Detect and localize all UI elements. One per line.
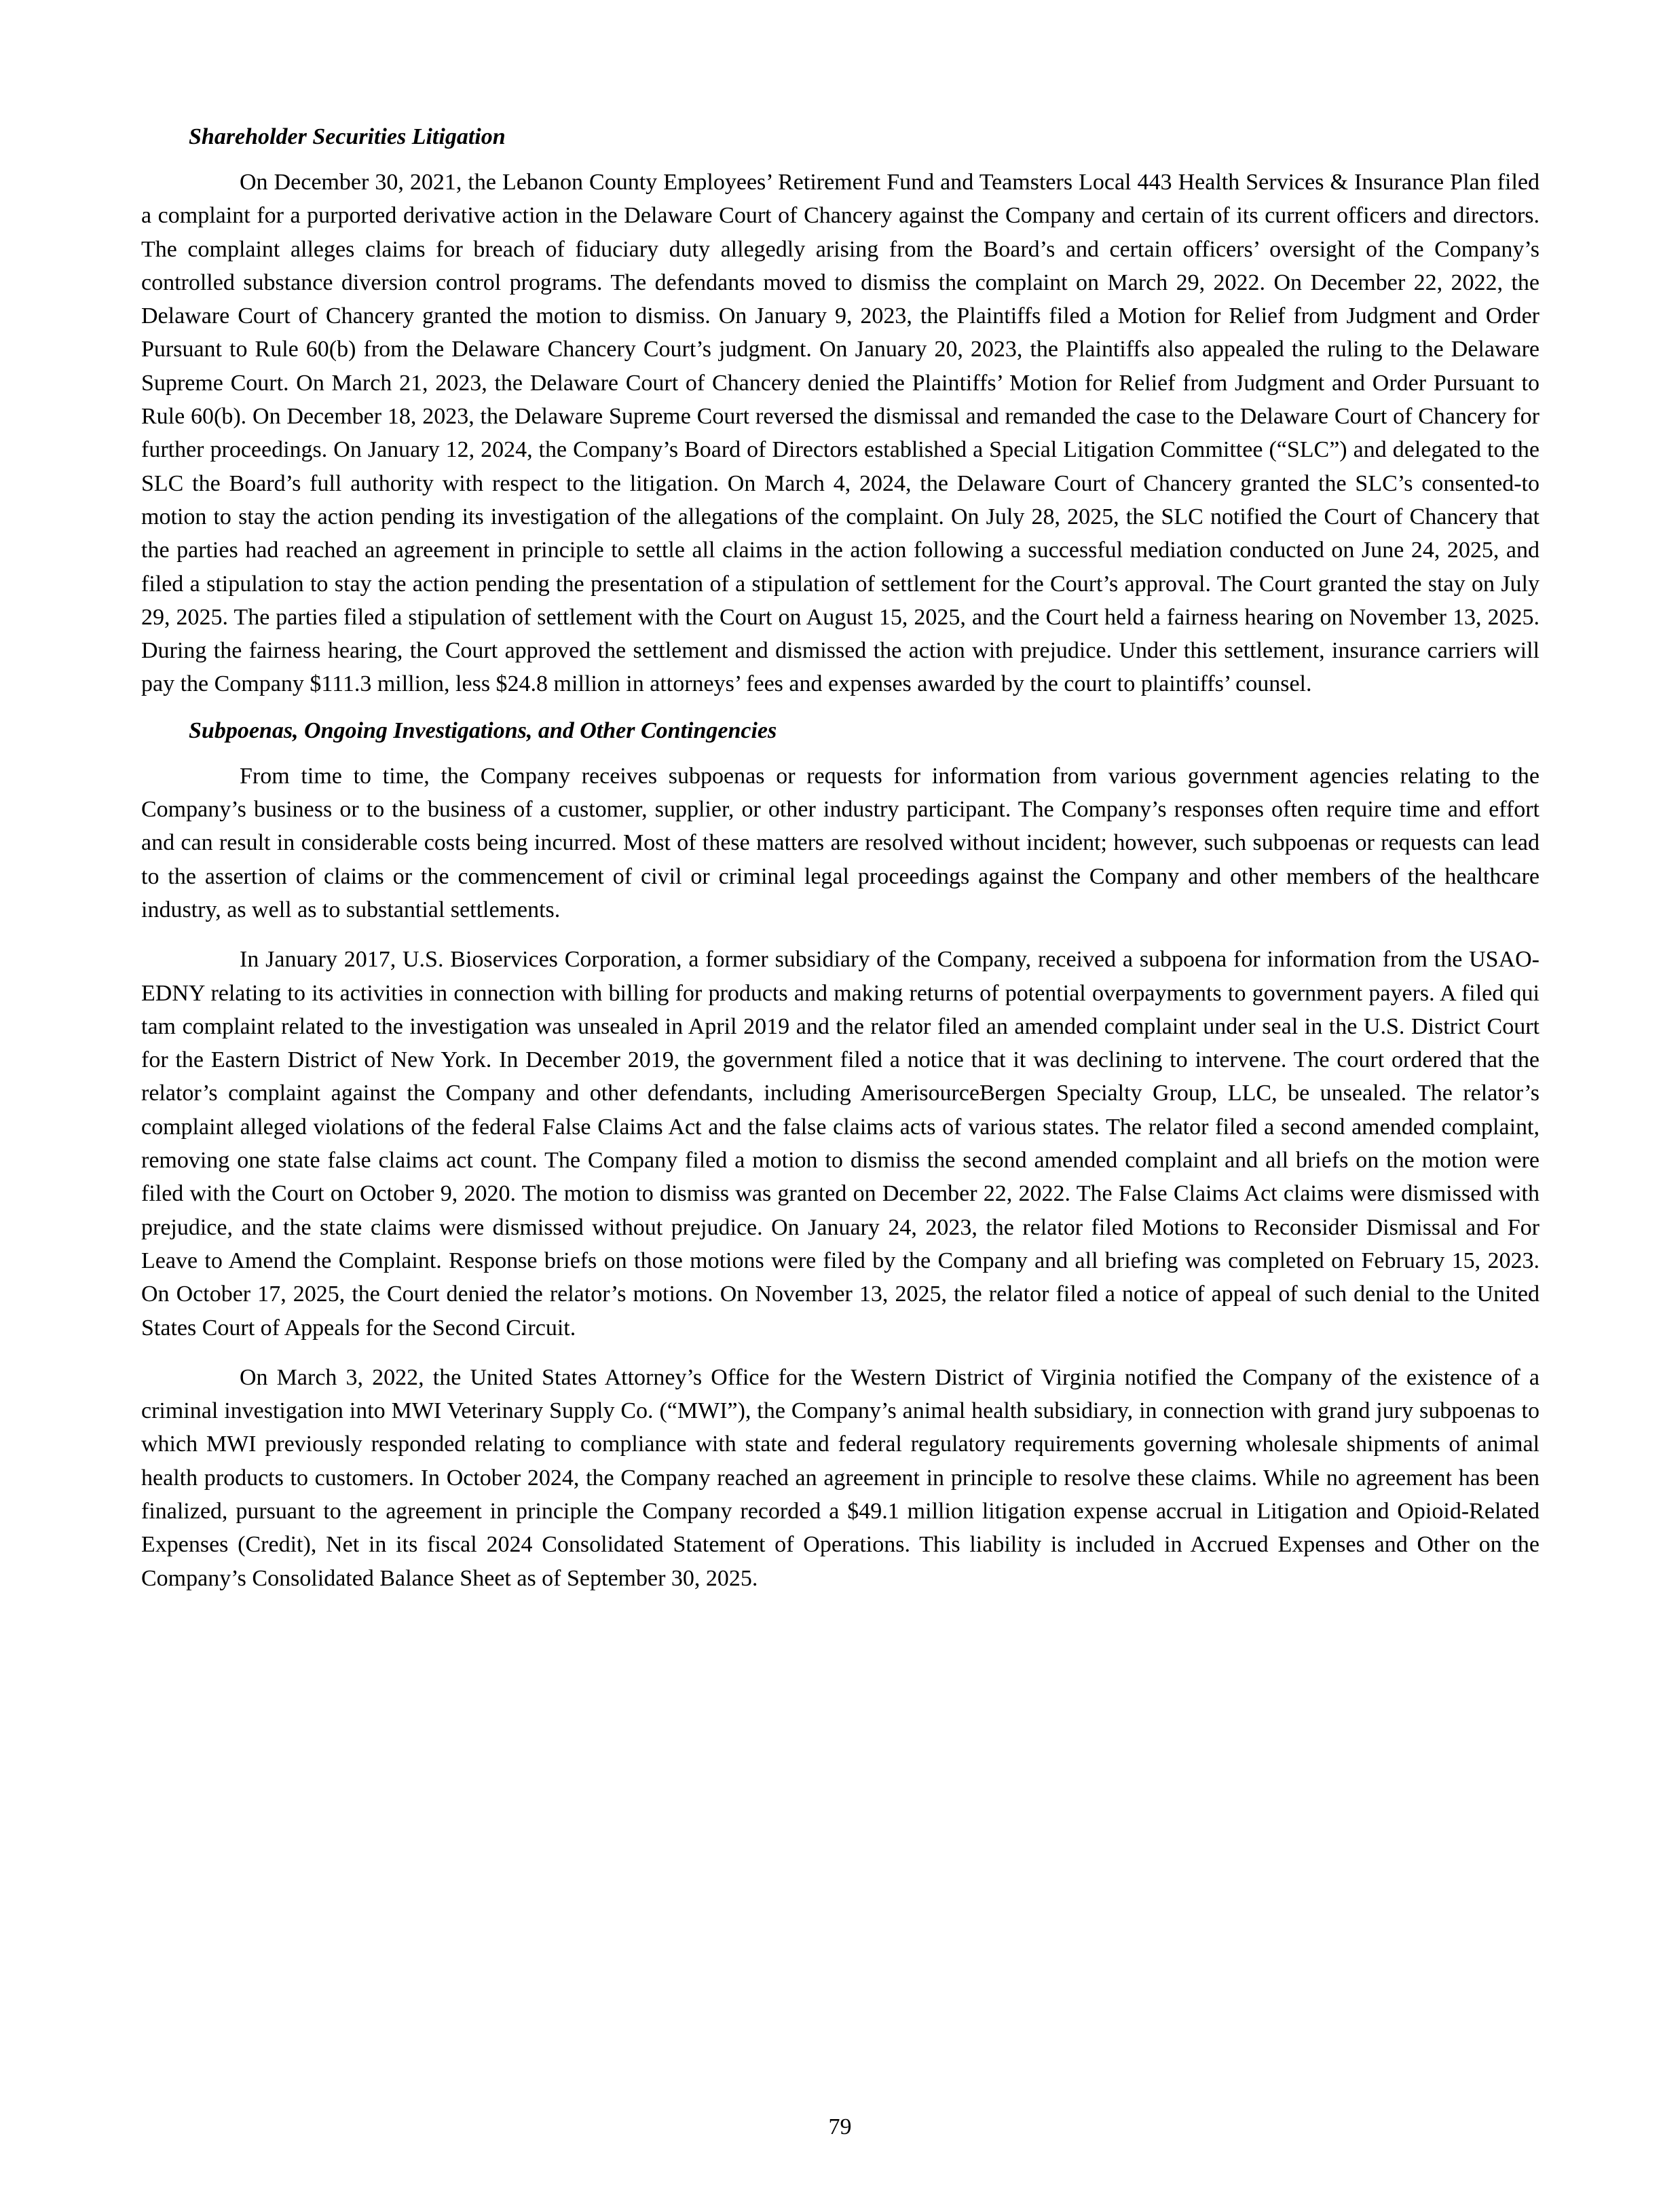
- document-page: [141, 121, 1539, 1611]
- section-subpoenas-investigations: [141, 715, 1539, 1595]
- paragraph: From time to time, the Company receives subpoenas or requests for information from various government agencies relating to the Company’s business or to the business of a customer, supplier, or other industry participant. The Company’s responses often require time and effort and can result in considerable costs being incurred. Most of these matters are resolved without incident; however, such subpoenas or requests can lead to the assertion of claims or the commencement of civil or criminal legal proceedings against the Company and other members of the healthcare industry, as well as to substantial settlements.: [141, 763, 1539, 922]
- section-heading: Subpoenas, Ongoing Investigations, and Other Contingencies: [189, 717, 777, 743]
- paragraph: In January 2017, U.S. Bioservices Corporation, a former subsidiary of the Company, received a subpoena for information from the USAO-EDNY relating to its activities in connection with billing for products and making returns of potential overpayments to government payers. A filed qui tam complaint related to the investigation was unsealed in April 2019 and the relator filed an amended complaint under seal in the U.S. District Court for the Eastern District of New York. In December 2019, the government filed a notice that it was declining to intervene. The court ordered that the relator’s complaint against the Company and other defendants, including AmerisourceBergen Specialty Group, LLC, be unsealed. The relator’s complaint alleged violations of the federal False Claims Act and the false claims acts of various states. The relator filed a second amended complaint, removing one state false claims act count. The Company filed a motion to dismiss the second amended complaint and all briefs on the motion were filed with the Court on October 9, 2020. The motion to dismiss was granted on December 22, 2022. The False Claims Act claims were dismissed with prejudice, and the state claims were dismissed without prejudice. On January 24, 2023, the relator filed Motions to Reconsider Dismissal and For Leave to Amend the Complaint. Response briefs on those motions were filed by the Company and all briefing was completed on February 15, 2023. On October 17, 2025, the Court denied the relator’s motions. On November 13, 2025, the relator filed a notice of appeal of such denial to the United States Court of Appeals for the Second Circuit.: [141, 947, 1539, 1341]
- paragraph: On December 30, 2021, the Lebanon County Employees’ Retirement Fund and Teamsters Local 443 Health Services & Insurance Plan filed a complaint for a purported derivative action in the Delaware Court of Chancery against the Company and certain of its current officers and directors. The complaint alleges claims for breach of fiduciary duty allegedly arising from the Board’s and certain officers’ oversight of the Company’s controlled substance diversion control programs. The defendants moved to dismiss the complaint on March 29, 2022. On December 22, 2022, the Delaware Court of Chancery granted the motion to dismiss. On January 9, 2023, the Plaintiffs filed a Motion for Relief from Judgment and Order Pursuant to Rule 60(b) from the Delaware Chancery Court’s judgment. On January 20, 2023, the Plaintiffs also appealed the ruling to the Delaware Supreme Court. On March 21, 2023, the Delaware Court of Chancery denied the Plaintiffs’ Motion for Relief from Judgment and Order Pursuant to Rule 60(b). On December 18, 2023, the Delaware Supreme Court reversed the dismissal and remanded the case to the Delaware Court of Chancery for further proceedings. On January 12, 2024, the Company’s Board of Directors established a Special Litigation Committee (“SLC”) and delegated to the SLC the Board’s full authority with respect to the litigation. On March 4, 2024, the Delaware Court of Chancery granted the SLC’s consented-to motion to stay the action pending its investigation of the allegations of the complaint. On July 28, 2025, the SLC notified the Court of Chancery that the parties had reached an agreement in principle to settle all claims in the action following a successful mediation conducted on June 24, 2025, and filed a stipulation to stay the action pending the presentation of a stipulation of settlement for the Court’s approval. The Court granted the stay on July 29, 2025. The parties filed a stipulation of settlement with the Court on August 15, 2025, and the Court held a fairness hearing on November 13, 2025. During the fairness hearing, the Court approved the settlement and dismissed the action with prejudice. Under this settlement, insurance carriers will pay the Company $111.3 million, less $24.8 million in attorneys’ fees and expenses awarded by the court to plaintiffs’ counsel.: [141, 170, 1539, 697]
- section-heading: Shareholder Securities Litigation: [189, 124, 506, 149]
- paragraph: On March 3, 2022, the United States Attorney’s Office for the Western District of Virginia notified the Company of the existence of a criminal investigation into MWI Veterinary Supply Co. (“MWI”), the Company’s animal health subsidiary, in connection with grand jury subpoenas to which MWI previously responded relating to compliance with state and federal regulatory requirements governing wholesale shipments of animal health products to customers. In October 2024, the Company reached an agreement in principle to resolve these claims. While no agreement has been finalized, pursuant to the agreement in principle the Company recorded a $49.1 million litigation expense accrual in Litigation and Opioid-Related Expenses (Credit), Net in its fiscal 2024 Consolidated Statement of Operations. This liability is included in Accrued Expenses and Other on the Company’s Consolidated Balance Sheet as of September 30, 2025.: [141, 1364, 1539, 1591]
- page-number: 79: [828, 2114, 852, 2139]
- section-shareholder-securities-litigation: [141, 121, 1539, 701]
